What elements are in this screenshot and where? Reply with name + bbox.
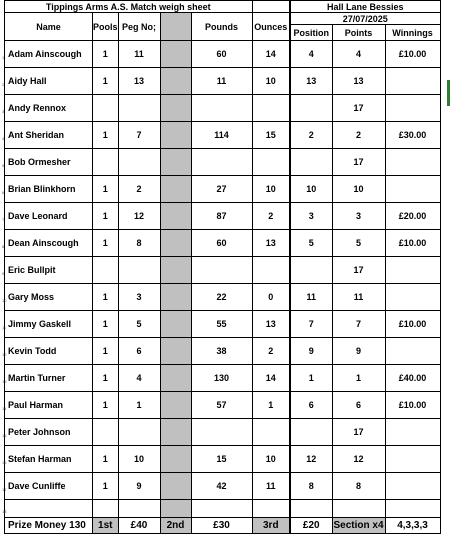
name-cell	[2, 419, 93, 446]
peg-cell: 2	[118, 176, 160, 203]
pools-cell: 1	[93, 230, 119, 257]
header-name: Name	[5, 13, 93, 41]
table-row	[5, 338, 441, 365]
row-number: 6	[2, 190, 5, 196]
header-grey-spacer	[160, 13, 191, 41]
grey-cell	[160, 311, 191, 338]
table-row	[5, 68, 441, 95]
row-number: 12	[2, 352, 7, 358]
table-row	[5, 419, 441, 446]
blank-cell	[252, 500, 290, 518]
pounds-cell: 11	[191, 68, 252, 95]
angler-name: Dean Ainscough	[8, 238, 79, 248]
angler-name: Dave Leonard	[8, 211, 68, 221]
second-amount: £30	[191, 518, 252, 534]
peg-cell: 12	[118, 203, 160, 230]
angler-name: Martin Turner	[8, 373, 66, 383]
peg-cell: 8	[118, 230, 160, 257]
points-cell: 10	[332, 176, 385, 203]
grey-cell	[160, 41, 191, 68]
ounces-cell	[252, 257, 290, 284]
peg-cell: 3	[118, 284, 160, 311]
blank-cell	[93, 500, 119, 518]
row-number: 15	[2, 433, 7, 439]
name-cell	[2, 176, 93, 203]
ounces-cell: 10	[252, 446, 290, 473]
name-cell	[2, 284, 93, 311]
blank-cell	[332, 500, 385, 518]
pounds-cell: 22	[191, 284, 252, 311]
pounds-cell: 15	[191, 446, 252, 473]
name-cell	[2, 95, 93, 122]
angler-name: Aidy Hall	[8, 76, 47, 86]
angler-name: Ant Sheridan	[8, 130, 65, 140]
points-cell: 6	[332, 392, 385, 419]
grey-cell	[160, 257, 191, 284]
table-row	[5, 446, 441, 473]
row-number: 4	[2, 136, 5, 142]
grey-cell	[160, 203, 191, 230]
row-number: 2	[2, 82, 5, 88]
winnings-cell	[385, 257, 440, 284]
pools-cell: 1	[93, 365, 119, 392]
position-cell	[290, 257, 332, 284]
points-cell: 9	[332, 338, 385, 365]
table-row	[5, 365, 441, 392]
prize-row	[5, 518, 441, 534]
angler-name: Paul Harman	[8, 400, 64, 410]
weigh-sheet	[4, 0, 441, 534]
table-row	[5, 149, 441, 176]
row-number: 5	[2, 163, 5, 169]
row-number: 17	[2, 487, 7, 493]
first-label: 1st	[93, 518, 119, 534]
title-row	[5, 1, 441, 13]
position-cell: 12	[290, 446, 332, 473]
row-number: 1	[2, 55, 5, 61]
position-cell: 10	[290, 176, 332, 203]
header-points: Points	[332, 25, 385, 41]
angler-name: Kevin Todd	[8, 346, 57, 356]
position-cell	[290, 419, 332, 446]
name-cell	[2, 122, 93, 149]
pools-cell: 1	[93, 311, 119, 338]
position-cell: 9	[290, 338, 332, 365]
name-cell	[2, 257, 93, 284]
match-date: 27/07/2025	[290, 13, 440, 25]
position-cell: 13	[290, 68, 332, 95]
points-cell: 3	[332, 203, 385, 230]
ounces-cell: 13	[252, 311, 290, 338]
angler-name: Adam Ainscough	[8, 49, 82, 59]
grey-cell	[160, 338, 191, 365]
pools-cell: 1	[93, 473, 119, 500]
row-number: 11	[2, 325, 7, 331]
peg-cell	[118, 419, 160, 446]
pools-cell: 1	[93, 176, 119, 203]
name-cell	[2, 203, 93, 230]
pounds-cell: 60	[191, 230, 252, 257]
table-row	[5, 95, 441, 122]
blank-cell	[385, 500, 440, 518]
header-position: Position	[290, 25, 332, 41]
winnings-cell: £20.00	[385, 203, 440, 230]
grey-cell	[160, 122, 191, 149]
peg-cell: 9	[118, 473, 160, 500]
pools-cell: 1	[93, 338, 119, 365]
table-row	[5, 203, 441, 230]
sheet-title: Tippings Arms A.S. Match weigh sheet	[5, 1, 253, 13]
ounces-cell: 14	[252, 41, 290, 68]
points-cell: 17	[332, 149, 385, 176]
angler-name: Dave Cunliffe	[8, 481, 66, 491]
points-cell: 1	[332, 365, 385, 392]
angler-name: Brian Blinkhorn	[8, 184, 76, 194]
table-row	[5, 392, 441, 419]
position-cell	[290, 149, 332, 176]
row-number: 18	[2, 509, 7, 515]
grey-cell	[160, 419, 191, 446]
angler-name: Eric Bullpit	[8, 265, 56, 275]
table-row	[5, 230, 441, 257]
position-cell: 2	[290, 122, 332, 149]
name-cell	[2, 392, 93, 419]
row-number: 7	[2, 217, 5, 223]
pools-cell: 1	[93, 68, 119, 95]
winnings-cell	[385, 68, 440, 95]
peg-cell: 4	[118, 365, 160, 392]
winnings-cell	[385, 284, 440, 311]
name-cell	[2, 338, 93, 365]
pounds-cell: 130	[191, 365, 252, 392]
points-cell: 12	[332, 446, 385, 473]
ounces-cell: 15	[252, 122, 290, 149]
name-cell	[2, 473, 93, 500]
winnings-cell	[385, 473, 440, 500]
ounces-cell	[252, 149, 290, 176]
pools-cell: 1	[93, 284, 119, 311]
blank-cell	[118, 500, 160, 518]
blank-cell	[290, 500, 332, 518]
name-cell	[2, 230, 93, 257]
name-cell	[2, 41, 93, 68]
ounces-cell: 1	[252, 392, 290, 419]
winnings-cell: £40.00	[385, 365, 440, 392]
angler-name: Peter Johnson	[8, 427, 71, 437]
row-number: 10	[2, 298, 7, 304]
table-row	[5, 41, 441, 68]
pounds-cell: 38	[191, 338, 252, 365]
pounds-cell: 114	[191, 122, 252, 149]
peg-cell: 11	[118, 41, 160, 68]
table-row	[5, 284, 441, 311]
pools-cell: 1	[93, 203, 119, 230]
angler-name: Andy Rennox	[8, 103, 67, 113]
row-number: 13	[2, 379, 7, 385]
peg-cell: 7	[118, 122, 160, 149]
winnings-cell: £30.00	[385, 122, 440, 149]
ounces-cell: 11	[252, 473, 290, 500]
ounces-cell: 14	[252, 365, 290, 392]
table-row	[5, 473, 441, 500]
pounds-cell: 57	[191, 392, 252, 419]
pounds-cell	[191, 257, 252, 284]
ounces-cell	[252, 419, 290, 446]
angler-name: Gary Moss	[8, 292, 55, 302]
points-cell: 17	[332, 95, 385, 122]
section-amounts: 4,3,3,3	[385, 518, 440, 534]
peg-cell: 6	[118, 338, 160, 365]
name-cell	[2, 446, 93, 473]
first-amount: £40	[118, 518, 160, 534]
header-pools: Pools	[93, 13, 119, 41]
peg-cell	[118, 149, 160, 176]
blank-cell	[191, 500, 252, 518]
winnings-cell	[385, 419, 440, 446]
points-cell: 17	[332, 257, 385, 284]
position-cell: 5	[290, 230, 332, 257]
third-amount: £20	[290, 518, 332, 534]
grey-cell	[160, 365, 191, 392]
winnings-cell: £10.00	[385, 311, 440, 338]
position-cell: 7	[290, 311, 332, 338]
pounds-cell	[191, 95, 252, 122]
points-cell: 13	[332, 68, 385, 95]
winnings-cell	[385, 446, 440, 473]
table-row	[5, 311, 441, 338]
row-number: 9	[2, 271, 5, 277]
prize-money: Prize Money 130	[5, 518, 93, 534]
row-number: 16	[2, 460, 7, 466]
ounces-cell: 10	[252, 176, 290, 203]
position-cell: 8	[290, 473, 332, 500]
third-label: 3rd	[252, 518, 290, 534]
blank-name-cell	[2, 500, 93, 518]
table-row	[5, 176, 441, 203]
pools-cell: 1	[93, 41, 119, 68]
row-number: 3	[2, 109, 5, 115]
position-cell: 6	[290, 392, 332, 419]
position-cell: 1	[290, 365, 332, 392]
points-cell: 17	[332, 419, 385, 446]
points-cell: 8	[332, 473, 385, 500]
angler-name: Bob Ormesher	[8, 157, 71, 167]
title-spacer	[252, 1, 290, 13]
header-pounds: Pounds	[191, 13, 252, 41]
grey-cell	[160, 446, 191, 473]
winnings-cell: £10.00	[385, 41, 440, 68]
ounces-cell	[252, 95, 290, 122]
row-number: 14	[2, 406, 7, 412]
grey-cell	[160, 230, 191, 257]
grey-cell	[160, 68, 191, 95]
peg-cell: 1	[118, 392, 160, 419]
position-cell: 4	[290, 41, 332, 68]
pounds-cell: 27	[191, 176, 252, 203]
winnings-cell: £10.00	[385, 230, 440, 257]
angler-name: Jimmy Gaskell	[8, 319, 72, 329]
row-number: 8	[2, 244, 5, 250]
peg-cell	[118, 257, 160, 284]
table-row	[5, 257, 441, 284]
peg-cell: 13	[118, 68, 160, 95]
winnings-cell	[385, 95, 440, 122]
peg-cell: 10	[118, 446, 160, 473]
name-cell	[2, 311, 93, 338]
ounces-cell: 0	[252, 284, 290, 311]
points-cell: 11	[332, 284, 385, 311]
winnings-cell	[385, 149, 440, 176]
winnings-cell	[385, 338, 440, 365]
name-cell	[2, 149, 93, 176]
pools-cell	[93, 419, 119, 446]
second-label: 2nd	[160, 518, 191, 534]
grey-cell	[160, 473, 191, 500]
pounds-cell	[191, 149, 252, 176]
grey-cell	[160, 284, 191, 311]
position-cell	[290, 95, 332, 122]
pounds-cell	[191, 419, 252, 446]
points-cell: 5	[332, 230, 385, 257]
peg-cell	[118, 95, 160, 122]
grey-cell	[160, 392, 191, 419]
blank-row	[5, 500, 441, 518]
ounces-cell: 2	[252, 338, 290, 365]
pounds-cell: 60	[191, 41, 252, 68]
pools-cell	[93, 95, 119, 122]
section-label: Section x4	[332, 518, 385, 534]
pools-cell: 1	[93, 122, 119, 149]
grey-cell	[160, 176, 191, 203]
name-cell	[2, 68, 93, 95]
pounds-cell: 87	[191, 203, 252, 230]
venue-title: Hall Lane Bessies	[290, 1, 440, 13]
date-row	[5, 13, 441, 25]
position-cell: 11	[290, 284, 332, 311]
weigh-sheet-table	[4, 0, 441, 534]
position-cell: 3	[290, 203, 332, 230]
pounds-cell: 42	[191, 473, 252, 500]
pools-cell	[93, 257, 119, 284]
grey-cell	[160, 149, 191, 176]
points-cell: 2	[332, 122, 385, 149]
header-winnings: Winnings	[385, 25, 440, 41]
ounces-cell: 13	[252, 230, 290, 257]
header-peg: Peg No;	[118, 13, 160, 41]
ounces-cell: 10	[252, 68, 290, 95]
blank-grey-cell	[160, 500, 191, 518]
name-cell	[2, 365, 93, 392]
peg-cell: 5	[118, 311, 160, 338]
pools-cell: 1	[93, 392, 119, 419]
pools-cell	[93, 149, 119, 176]
winnings-cell	[385, 176, 440, 203]
angler-name: Stefan Harman	[8, 454, 72, 464]
table-row	[5, 122, 441, 149]
ounces-cell: 2	[252, 203, 290, 230]
grey-cell	[160, 95, 191, 122]
pounds-cell: 55	[191, 311, 252, 338]
winnings-cell: £10.00	[385, 392, 440, 419]
header-ounces: Ounces	[252, 13, 290, 41]
pools-cell: 1	[93, 446, 119, 473]
points-cell: 4	[332, 41, 385, 68]
points-cell: 7	[332, 311, 385, 338]
